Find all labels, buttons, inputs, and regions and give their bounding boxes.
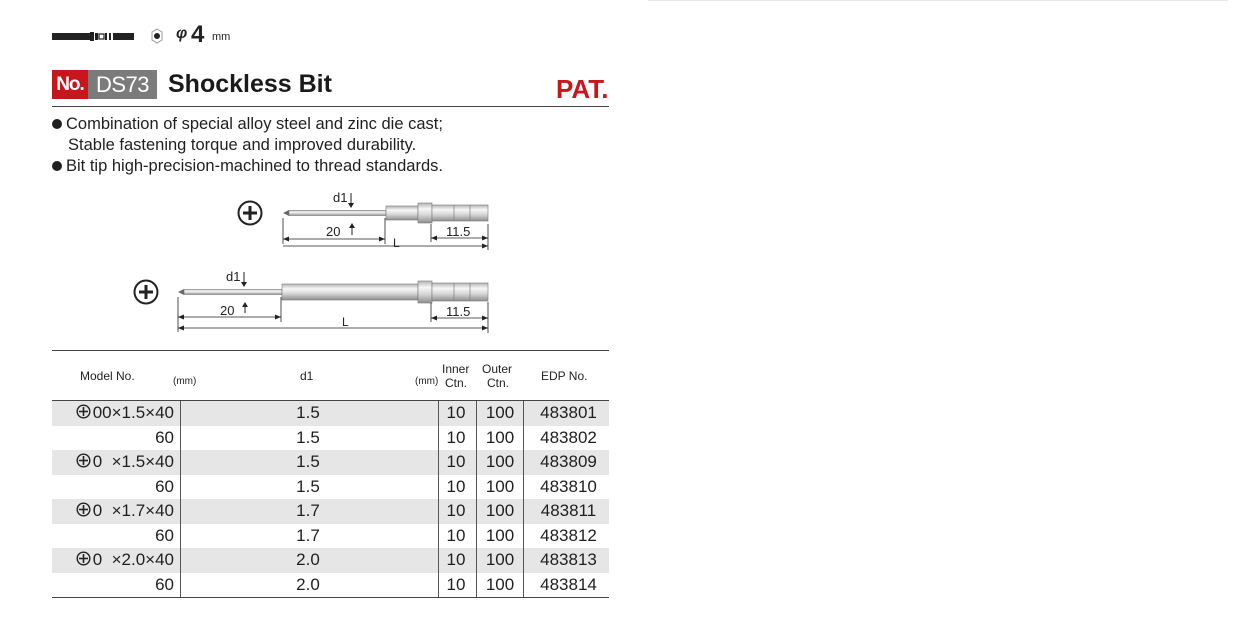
col-header-edp: EDP No.	[541, 369, 588, 383]
model-cell: 0 ×1.7×40	[58, 499, 174, 524]
edp-cell: 483809	[540, 452, 597, 471]
model-cell: 60	[155, 574, 174, 594]
hex-shank-icon	[150, 28, 164, 44]
outer-cell: 100	[485, 403, 515, 422]
model-cell: 60	[155, 525, 174, 545]
outer-cell: 100	[485, 574, 515, 594]
outer-cell: 100	[485, 452, 515, 471]
total-length-label: L	[342, 315, 349, 329]
bit-dimension-drawing	[0, 180, 618, 340]
model-cell: 0 ×1.5×40	[58, 450, 174, 475]
col-header-inner-sub: Ctn.	[445, 376, 468, 390]
short-bit-drawing	[239, 190, 489, 250]
table-row	[52, 573, 609, 598]
column-divider	[476, 401, 477, 597]
inner-cell: 10	[446, 476, 466, 496]
model-cell: 00×1.5×40	[58, 401, 174, 426]
edp-cell: 483810	[540, 476, 597, 496]
col-header-d1-unit: (mm)	[415, 376, 439, 387]
edp-cell: 483811	[540, 501, 597, 520]
table-row	[52, 548, 609, 573]
catalog-panel	[0, 0, 618, 617]
inner-cell: 10	[446, 452, 466, 471]
phillips-cross-icon	[76, 453, 91, 468]
feature-item-continued: Stable fastening torque and improved durability.	[68, 136, 417, 154]
page-edge-line	[648, 0, 1228, 1]
d1-label: d1	[333, 190, 348, 205]
d1-cell: 1.5	[296, 427, 320, 447]
inner-cell: 10	[446, 427, 466, 447]
outer-cell: 100	[485, 525, 515, 545]
model-cell: 0 ×2.0×40	[58, 548, 174, 573]
edp-cell: 483801	[540, 403, 597, 422]
table-row	[52, 475, 609, 500]
bullet-icon	[52, 119, 62, 129]
outer-cell: 100	[485, 501, 515, 520]
no-badge: No.	[52, 70, 88, 99]
model-cell: 60	[155, 476, 174, 496]
table-row	[52, 450, 609, 475]
col-header-d1: d1	[300, 369, 314, 383]
inner-cell: 10	[446, 525, 466, 545]
tip-length-label: 20	[220, 303, 235, 318]
outer-cell: 100	[485, 427, 515, 447]
table-row	[52, 426, 609, 451]
phillips-cross-icon	[135, 281, 158, 304]
col-header-model-unit: (mm)	[173, 376, 197, 387]
model-badge: DS73	[88, 70, 157, 99]
feature-item: Combination of special alloy steel and zinc die cast;	[52, 114, 443, 134]
inner-cell: 10	[446, 574, 466, 594]
outer-cell: 100	[485, 476, 515, 496]
table-bottom-rule	[52, 597, 609, 598]
diameter-value: 4	[191, 21, 205, 48]
d1-cell: 1.7	[296, 525, 320, 545]
diameter-symbol: φ	[176, 25, 188, 42]
bullet-icon	[52, 161, 62, 171]
phillips-cross-icon	[76, 502, 91, 517]
column-divider	[523, 401, 524, 597]
total-length-label: L	[393, 236, 400, 250]
col-header-outer: Outer	[482, 362, 513, 376]
phillips-cross-icon	[239, 202, 262, 225]
inner-cell: 10	[446, 550, 466, 569]
table-row	[52, 499, 609, 524]
shank-length-label: 11.5	[446, 224, 471, 239]
edp-cell: 483813	[540, 550, 597, 569]
edp-cell: 483802	[540, 427, 597, 447]
d1-cell: 1.5	[296, 403, 320, 422]
diameter-unit: mm	[212, 31, 231, 43]
col-header-inner: Inner	[442, 362, 470, 376]
phillips-cross-icon	[76, 404, 91, 419]
edp-cell: 483814	[540, 574, 597, 594]
model-cell: 60	[155, 427, 174, 447]
table-row	[52, 401, 609, 426]
phillips-cross-icon	[76, 551, 91, 566]
table-top-rule	[52, 350, 609, 351]
inner-cell: 10	[446, 501, 466, 520]
d1-cell: 1.5	[296, 452, 320, 471]
patent-mark: PAT.	[556, 74, 609, 104]
bit-shank-icon	[52, 32, 134, 41]
col-header-outer-sub: Ctn.	[487, 376, 510, 390]
tip-length-label: 20	[326, 224, 341, 239]
table-row	[52, 524, 609, 549]
feature-item: Bit tip high-precision-machined to thread standards.	[52, 156, 443, 176]
d1-cell: 1.5	[296, 476, 320, 496]
column-divider	[180, 401, 181, 597]
d1-cell: 1.7	[296, 501, 320, 520]
inner-cell: 10	[446, 403, 466, 422]
product-title: Shockless Bit	[168, 70, 332, 98]
outer-cell: 100	[485, 550, 515, 569]
d1-cell: 2.0	[296, 574, 320, 594]
edp-cell: 483812	[540, 525, 597, 545]
column-divider	[438, 401, 439, 597]
d1-label: d1	[226, 269, 241, 284]
d1-cell: 2.0	[296, 550, 320, 569]
shank-length-label: 11.5	[446, 304, 471, 319]
col-header-model: Model No.	[80, 369, 135, 383]
long-bit-drawing	[135, 269, 489, 333]
title-divider	[52, 106, 609, 107]
